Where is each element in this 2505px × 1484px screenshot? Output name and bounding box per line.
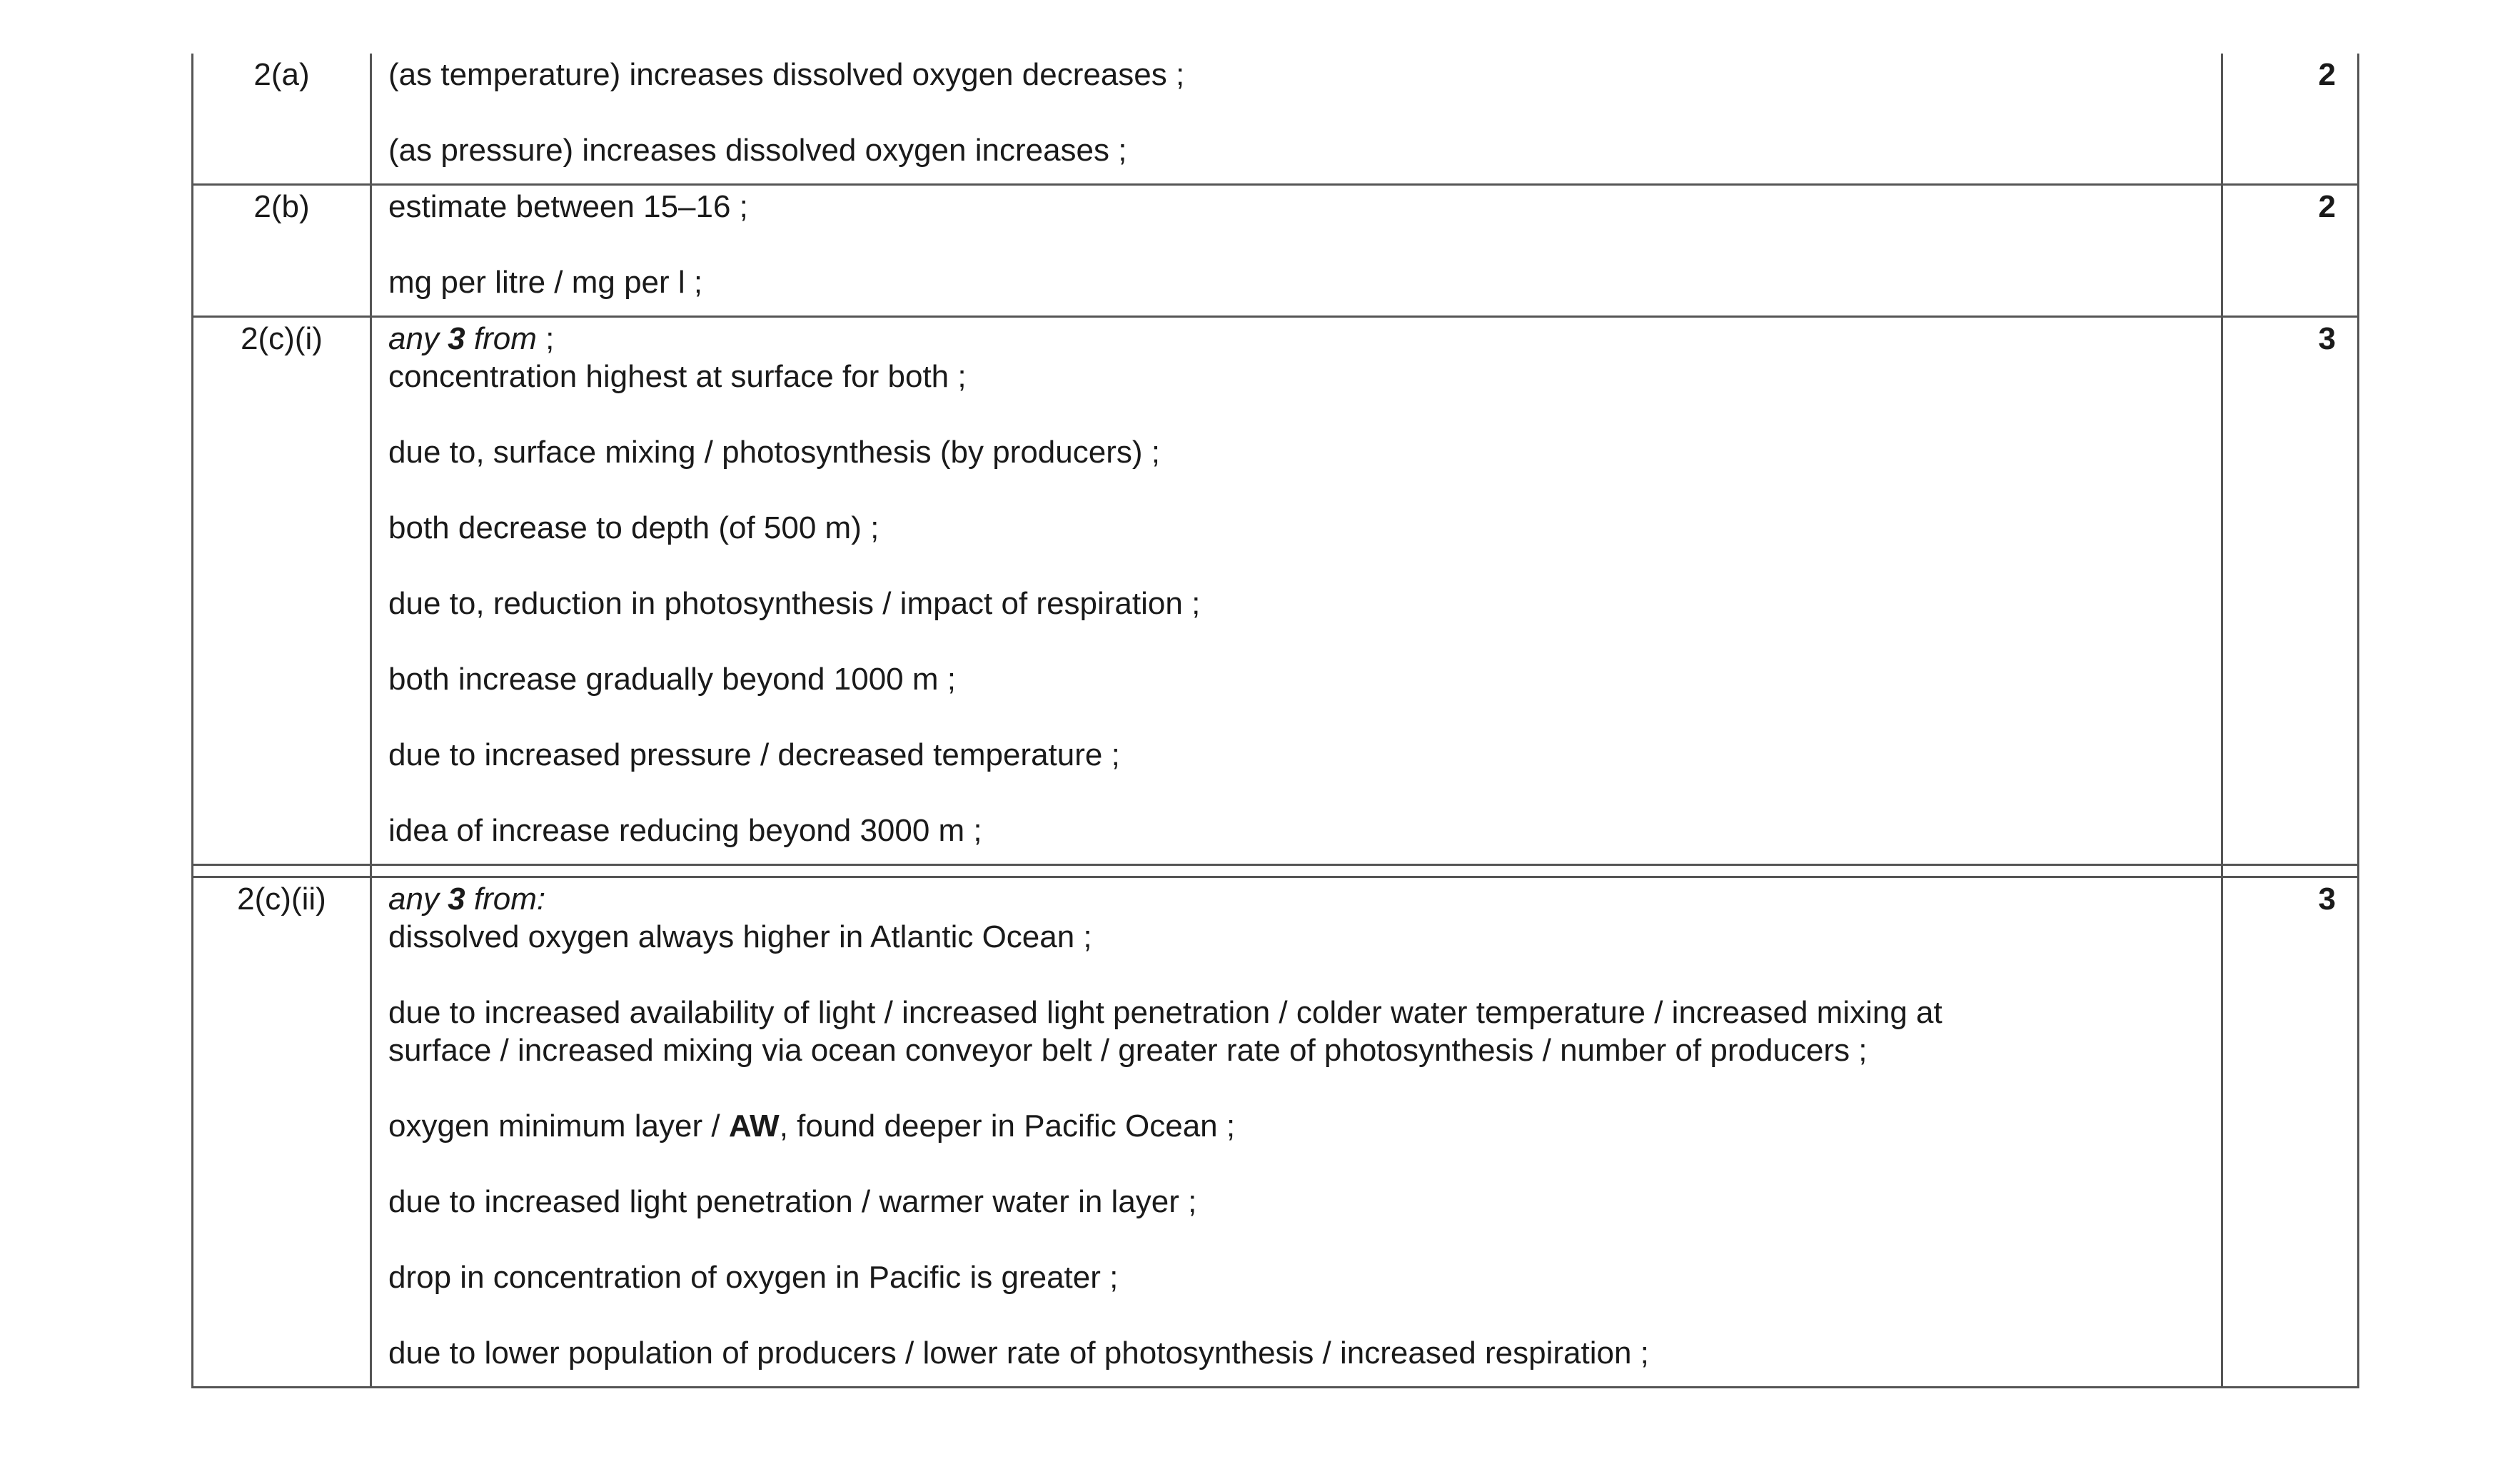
answer-cell (371, 877, 2222, 1388)
answer-line: both decrease to depth (of 500 m) ; (388, 510, 879, 545)
table-row (193, 317, 2359, 865)
intro-number: 3 (448, 321, 465, 356)
intro-prefix: any (388, 882, 448, 917)
answer-line: due to increased light penetration / warmer water in layer ; (388, 1184, 1197, 1219)
answer-line: idea of increase reducing beyond 3000 m ; (388, 813, 982, 848)
marks-value: 3 (2318, 321, 2336, 356)
question-number: 2(c)(ii) (237, 882, 326, 917)
answer-line-mixed (388, 1107, 2204, 1145)
answer-line: due to increased pressure / decreased temperature ; (388, 737, 1120, 772)
marks-cell (2222, 54, 2359, 185)
answer-line: mg per litre / mg per l ; (388, 265, 703, 300)
question-cell (193, 185, 371, 317)
answer-line: both increase gradually beyond 1000 m ; (388, 662, 956, 697)
answer-line: due to lower population of producers / lower rate of photosynthesis / increased respiration ; (388, 1336, 1649, 1371)
question-number: 2(b) (253, 189, 310, 224)
divider-cell (193, 865, 371, 877)
marks-value: 3 (2318, 882, 2336, 917)
answer-line: due to increased availability of light / increased light penetration / colder water temperature / increased mixing at (388, 995, 1942, 1030)
answer-cell (371, 185, 2222, 317)
intro-tail: ; (536, 321, 555, 356)
answer-line: dissolved oxygen always higher in Atlantic Ocean ; (388, 919, 1092, 954)
question-number: 2(a) (253, 57, 310, 92)
marks-cell (2222, 877, 2359, 1388)
mark-scheme-table (191, 54, 2359, 1388)
question-number: 2(c)(i) (241, 321, 323, 356)
answer-fragment: , found deeper in Pacific Ocean ; (779, 1109, 1236, 1144)
divider-cell (371, 865, 2222, 877)
table-break-divider (193, 865, 2359, 877)
intro-suffix: from (465, 321, 537, 356)
answer-line: (as temperature) increases dissolved oxygen decreases ; (388, 57, 1185, 92)
table-row (193, 185, 2359, 317)
answer-line: (as pressure) increases dissolved oxygen increases ; (388, 133, 1127, 168)
answer-line: estimate between 15–16 ; (388, 189, 748, 224)
question-cell (193, 54, 371, 185)
intro-number: 3 (448, 882, 465, 917)
question-cell (193, 877, 371, 1388)
answer-intro (388, 880, 2204, 918)
answer-line: drop in concentration of oxygen in Pacific is greater ; (388, 1260, 1119, 1295)
divider-cell (2222, 865, 2359, 877)
marks-value: 2 (2318, 57, 2336, 92)
answer-cell (371, 317, 2222, 865)
answer-line: due to, surface mixing / photosynthesis (by producers) ; (388, 435, 1160, 470)
answer-fragment: oxygen minimum layer / (388, 1109, 729, 1144)
answer-intro (388, 320, 2204, 358)
answer-fragment-bold: AW (728, 1109, 780, 1144)
intro-suffix: from: (465, 882, 546, 917)
question-cell (193, 317, 371, 865)
table-row (193, 877, 2359, 1388)
answer-line: concentration highest at surface for both ; (388, 359, 967, 394)
marks-value: 2 (2318, 189, 2336, 224)
marks-cell (2222, 317, 2359, 865)
answer-line: surface / increased mixing via ocean conveyor belt / greater rate of photosynthesis / number of producers ; (388, 1033, 1868, 1068)
answer-line: due to, reduction in photosynthesis / impact of respiration ; (388, 586, 1201, 621)
table-row (193, 54, 2359, 185)
marks-cell (2222, 185, 2359, 317)
answer-cell (371, 54, 2222, 185)
intro-prefix: any (388, 321, 448, 356)
